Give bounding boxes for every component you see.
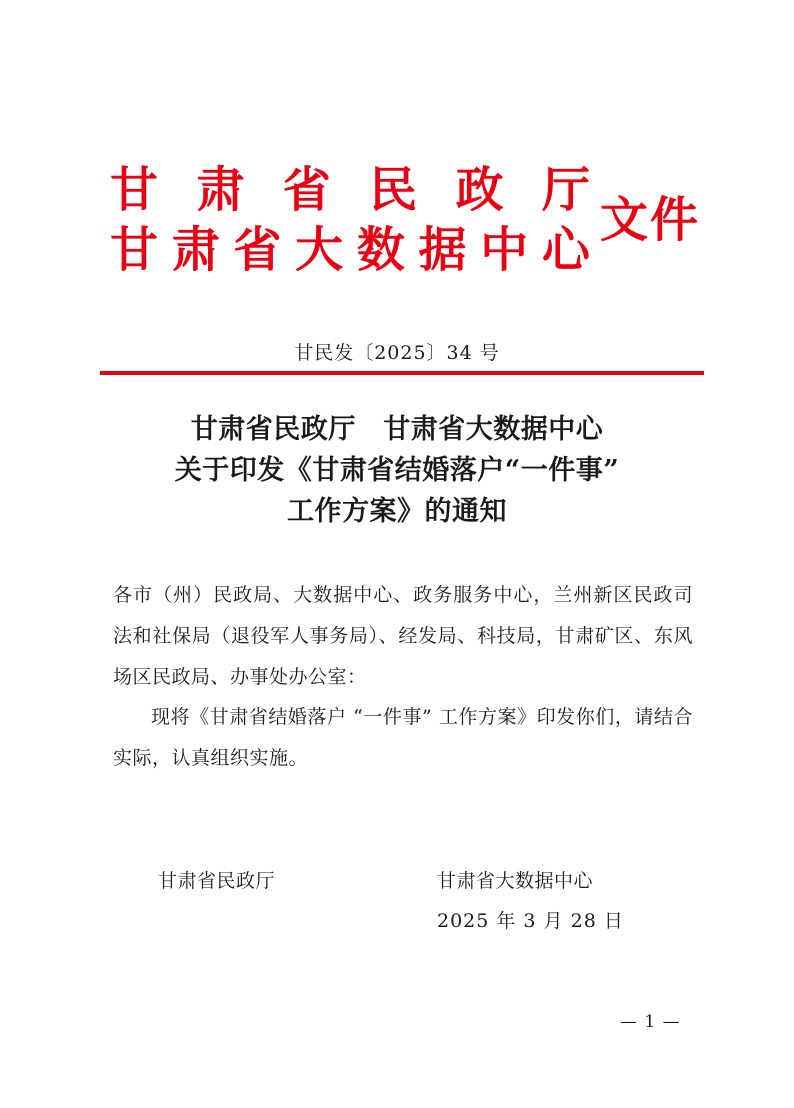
body-paragraph: 现将《甘肃省结婚落户 “一件事” 工作方案》印发你们，请结合实际，认真组织实施。 bbox=[113, 706, 693, 769]
document-title-line-3: 工作方案》的通知 bbox=[287, 496, 507, 527]
signature-issuer-1: 甘肃省民政厅 bbox=[158, 870, 276, 892]
header-org-1-char: 厅 bbox=[541, 162, 590, 218]
header-org-1-char: 省 bbox=[282, 162, 331, 218]
header-org-2-char: 据 bbox=[418, 222, 467, 278]
signature-date: 2025 年 3 月 28 日 bbox=[437, 910, 624, 932]
header-org-1 bbox=[110, 162, 590, 218]
header-org-2-char: 肃 bbox=[171, 222, 220, 278]
header-document-suffix: 文件 bbox=[600, 192, 701, 248]
header-org-2-char: 中 bbox=[480, 222, 529, 278]
header-org-2-char: 甘 bbox=[110, 222, 159, 278]
header-org-1-char: 肃 bbox=[196, 162, 245, 218]
document-title-line-1: 甘肃省民政厅 甘肃省大数据中心 bbox=[190, 414, 604, 445]
document-number: 甘民发〔2025〕34 号 bbox=[294, 342, 500, 364]
header-org-1-char: 民 bbox=[369, 162, 418, 218]
document-title-line-2: 关于印发《甘肃省结婚落户“一件事” bbox=[174, 455, 620, 486]
header-org-2-char: 心 bbox=[541, 222, 590, 278]
header-org-2-char: 数 bbox=[356, 222, 405, 278]
recipients-paragraph: 各市（州）民政局、大数据中心、政务服务中心，兰州新区民政司法和社保局（退役军人事务局）、经发局、科技局，甘肃矿区、东风场区民政局、办事处办公室： bbox=[113, 584, 693, 688]
header-org-1-char: 政 bbox=[455, 162, 504, 218]
header-org-2-char: 大 bbox=[295, 222, 344, 278]
signature-issuer-2: 甘肃省大数据中心 bbox=[437, 870, 594, 892]
header-org-2 bbox=[110, 222, 590, 278]
red-divider-line bbox=[100, 371, 704, 375]
page-number: — 1 — bbox=[620, 1012, 681, 1032]
header-org-1-char: 甘 bbox=[110, 162, 159, 218]
header-org-2-char: 省 bbox=[233, 222, 282, 278]
